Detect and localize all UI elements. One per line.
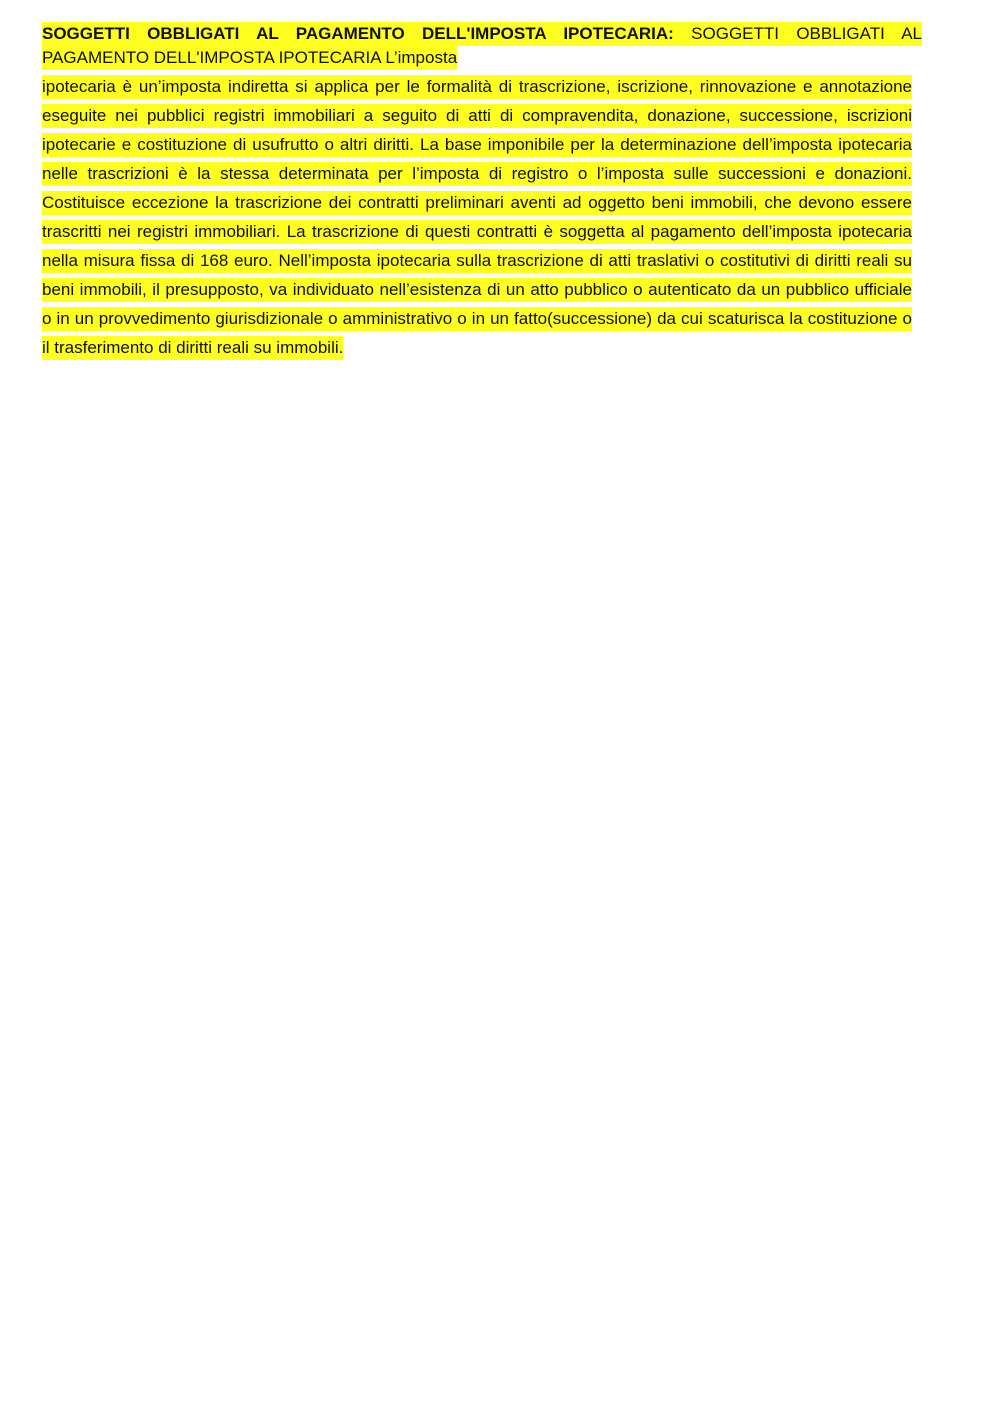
document-heading xyxy=(42,22,922,70)
body-paragraph xyxy=(42,72,912,362)
heading-continuation: SOGGETTI OBBLIGATI AL PAGAMENTO DELL'IMPOSTA IPOTECARIA L’imposta xyxy=(42,22,922,70)
heading-title: SOGGETTI OBBLIGATI AL PAGAMENTO DELL'IMPOSTA IPOTECARIA: xyxy=(42,22,674,46)
body-text: ipotecaria è un’imposta indiretta si applica per le formalità di trascrizione, iscrizione, rinnovazione e annotazione eseguite nei pubblici registri immobiliari a seguito di atti di compravendita, donazione, successione, iscrizioni ipotecarie e costituzione di usufrutto o altri diritti. La base imponibile per la determinazione dell’imposta ipotecaria nelle trascrizioni è la stessa determinata per l’imposta di registro o l’imposta sulle successioni e donazioni. Costituisce eccezione la trascrizione dei contratti preliminari aventi ad oggetto beni immobili, che devono essere trascritti nei registri immobiliari. La trascrizione di questi contratti è soggetta al pagamento dell’imposta ipotecaria nella misura fissa di 168 euro. Nell’imposta ipotecaria sulla trascrizione di atti traslativi o costitutivi di diritti reali su beni immobili, il presupposto, va individuato nell’esistenza di un atto pubblico o autenticato da un pubblico ufficiale o in un provvedimento giurisdizionale o amministrativo o in un fatto(successione) da cui scaturisca la costituzione o il trasferimento di diritti reali su immobili. xyxy=(42,75,912,360)
